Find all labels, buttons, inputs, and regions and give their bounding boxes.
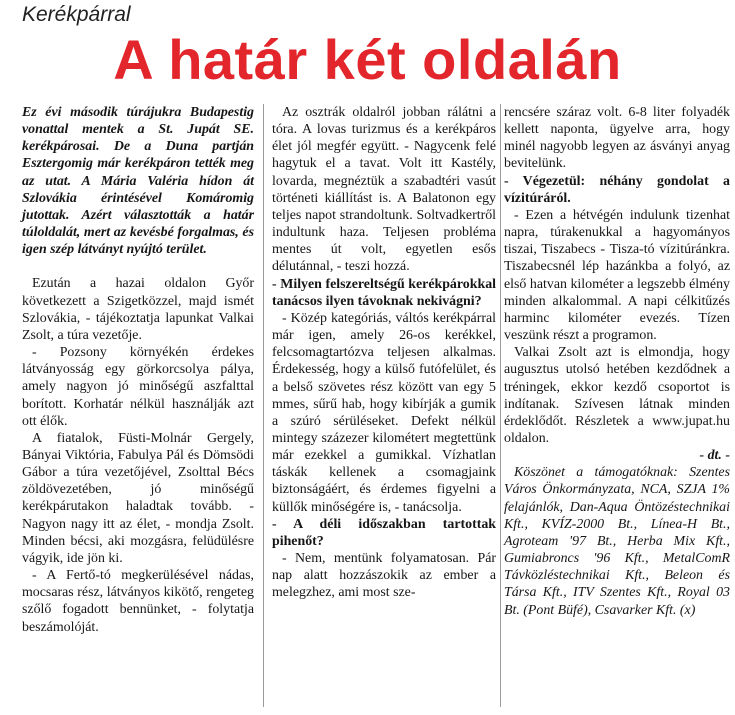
- body-paragraph: - Nem, mentünk folyamatosan. Pár nap alatt hozzászokik az ember a melegzhez, ami most sze-: [272, 551, 496, 601]
- headline: A határ két oldalán: [113, 28, 622, 91]
- article-column-1: [22, 104, 254, 711]
- lead-paragraph: Ez évi második túrájukra Budapestig vonattal mentek a St. Jupát SE. kerékpárosai. De a Duna partján Esztergomig már kerékpáron tették meg az utat. A Mária Valéria hídon át Szlovákia érintésével Komáromig jutottak. Azért választották a határ túloldalát, mert az kevésbé forgalmas, és igen szép látványt nyújtó terület.: [22, 105, 254, 258]
- section-kicker: Kerékpárral: [22, 3, 131, 26]
- interview-question: - Végezetül: néhány gondolat a vízitúráról.: [504, 173, 730, 206]
- body-paragraph: A fiatalok, Füsti-Molnár Gergely, Bányai Viktória, Fabulya Pál és Dömsödi Gábor a túra vezetőjével, Zsolttal Bécs zöldövezetében, jó minőségű kerékpárutakon haladtak tovább. - Nagyon nagy itt az élet, - mondja Zsolt. Minden bécsi, aki mozgásra, felüdülésre vágyik, ide jön ki.: [22, 430, 254, 566]
- body-paragraph: rencsére száraz volt. 6-8 liter folyadék kellett naponta, ügyelve arra, hogy minél nagyobb legyen az ásványi anyag bevitelünk.: [504, 105, 730, 172]
- article-column-2: [272, 104, 496, 711]
- body-paragraph: Valkai Zsolt azt is elmondja, hogy augusztus utolsó hetében kezdődnek a tréningek, ekkor kezdő csoportot is indítanak. Szívesen látnak minden érdeklődőt. Részletek a www.jupat.hu oldalon.: [504, 345, 730, 446]
- author-signature: - dt. -: [699, 448, 730, 464]
- body-paragraph: - A Fertő-tó megkerülésével nádas, mocsaras rész, látványos kikötő, rengeteg szőlő fogadott bennünket, - folytatja beszámolóját.: [22, 568, 254, 635]
- column-rule: [263, 104, 264, 707]
- column-rule: [500, 104, 501, 707]
- body-paragraph: Ezután a hazai oldalon Győr következett a Szigetközzel, majd ismét Szlovákia, - tájékoztatja lapunkat Valkai Zsolt, a túra vezetője.: [22, 276, 254, 343]
- body-paragraph: - Ezen a hétvégén indulunk tizenhat napra, túrakenukkal a hagyományos tiszai, Tiszabecs - Tisza-tó vízitúránkra. Tiszabecsnél lép hazánkba a folyó, az első hatvan kilométer a legszebb élmény minden alkalommal. A napi célkitűzés harminc kilométer evezés. Tízen veszünk részt a programon.: [504, 207, 730, 344]
- sponsors-acknowledgement: Köszönet a támogatóknak: Szentes Város Önkormányzata, NCA, SZJA 1% felajánlók, Dan-Aqua Öntözéstechnikai Kft., KVÍZ-2000 Bt., Línea-H Bt., Agroteam '97 Bt., Herba Mix Kft., Gumiabroncs '96 Kft., MetalComR Távközléstechnikai Kft., Beleon és Társa Kft., ITV Szentes Kft., Royal 03 Bt. (Pont Büfé), Csavarker Kft. (x): [504, 465, 730, 618]
- body-paragraph: - Közép kategóriás, váltós kerékpárral már igen, amely 26-os kerékkel, felcsomagtartózva teljesen alkalmas. Érdekesség, hogy a külső futófelület, és a belső szövetes rész között van egy 5 mmes, sűrű hab, hogy kibírják a gumik a szúró sérüléseket. Defekt nélkül mintegy százezer kilométert megtettünk már ezekkel a gumikkal. Vízhatlan táskák kellenek a csomagjaink biztonságáért, és érdemes figyelni a küllők minőségére is, - tanácsolja.: [272, 310, 496, 515]
- body-paragraph: - Pozsony környékén érdekes látványosság egy görkorcsolya pálya, amely nagyon jó minőségű aszfalttal borított. Korhatár nélkül használják azt ott élők.: [22, 345, 254, 429]
- paragraph-gap: [22, 258, 254, 275]
- article-column-3: [504, 104, 730, 711]
- body-paragraph: Az osztrák oldalról jobban rálátni a tóra. A lovas turizmus és a kerékpáros élet jól megfér együtt. - Nagycenk felé hagytuk el a tavat. Volt itt Kastély, lovarda, megnéztük a szabadtéri vasút történeti kiállítást is. A Balatonon egy teljes napot strandoltunk. Soltvadkertről indultunk haza. Teljesen probléma mentes út volt, egyetlen esős délutánnal, - teszi hozzá.: [272, 105, 496, 275]
- interview-question: - A déli időszakban tartottak pihenőt?: [272, 516, 496, 549]
- interview-question: - Milyen felszereltségű kerékpárokkal tanácsos ilyen távoknak nekivágni?: [272, 276, 496, 309]
